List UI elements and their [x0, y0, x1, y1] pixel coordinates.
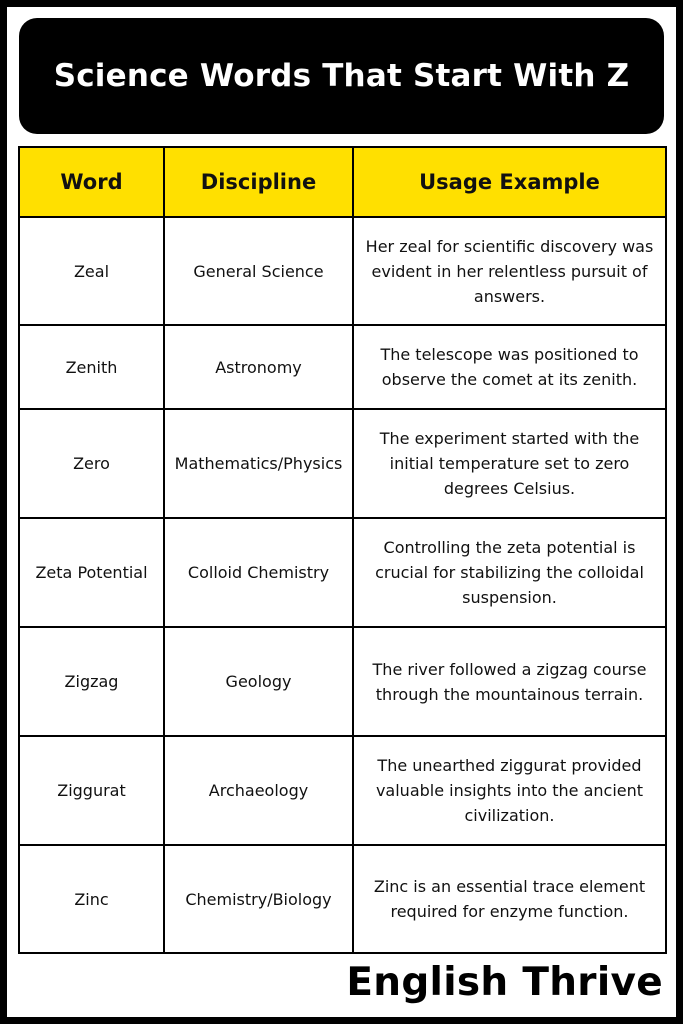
science-words-table: [18, 146, 667, 954]
table-row: [19, 217, 666, 325]
page-title: Science Words That Start With Z: [53, 58, 630, 94]
table-row: [19, 518, 666, 627]
table-row: [19, 627, 666, 736]
title-banner: [19, 18, 664, 134]
discipline-cell: Chemistry/Biology: [164, 845, 353, 953]
table-row: [19, 736, 666, 845]
usage-cell: The river followed a zigzag course through the mountainous terrain.: [353, 627, 666, 736]
word-cell: Zeal: [19, 217, 164, 325]
table-row: [19, 325, 666, 409]
usage-cell: The unearthed ziggurat provided valuable insights into the ancient civilization.: [353, 736, 666, 845]
table-header-row: [19, 147, 666, 217]
discipline-cell: General Science: [164, 217, 353, 325]
header-word: Word: [19, 147, 164, 217]
brand-logo-text: English Thrive: [346, 960, 663, 1005]
word-cell: Zigzag: [19, 627, 164, 736]
usage-cell: The experiment started with the initial temperature set to zero degrees Celsius.: [353, 409, 666, 518]
discipline-cell: Archaeology: [164, 736, 353, 845]
word-cell: Ziggurat: [19, 736, 164, 845]
usage-cell: The telescope was positioned to observe the comet at its zenith.: [353, 325, 666, 409]
discipline-cell: Geology: [164, 627, 353, 736]
table-row: [19, 845, 666, 953]
word-cell: Zinc: [19, 845, 164, 953]
discipline-cell: Colloid Chemistry: [164, 518, 353, 627]
usage-cell: Zinc is an essential trace element required for enzyme function.: [353, 845, 666, 953]
table-row: [19, 409, 666, 518]
header-discipline: Discipline: [164, 147, 353, 217]
discipline-cell: Astronomy: [164, 325, 353, 409]
word-cell: Zenith: [19, 325, 164, 409]
header-usage-example: Usage Example: [353, 147, 666, 217]
usage-cell: Controlling the zeta potential is crucial for stabilizing the colloidal suspension.: [353, 518, 666, 627]
word-cell: Zeta Potential: [19, 518, 164, 627]
usage-cell: Her zeal for scientific discovery was evident in her relentless pursuit of answers.: [353, 217, 666, 325]
word-cell: Zero: [19, 409, 164, 518]
discipline-cell: Mathematics/Physics: [164, 409, 353, 518]
